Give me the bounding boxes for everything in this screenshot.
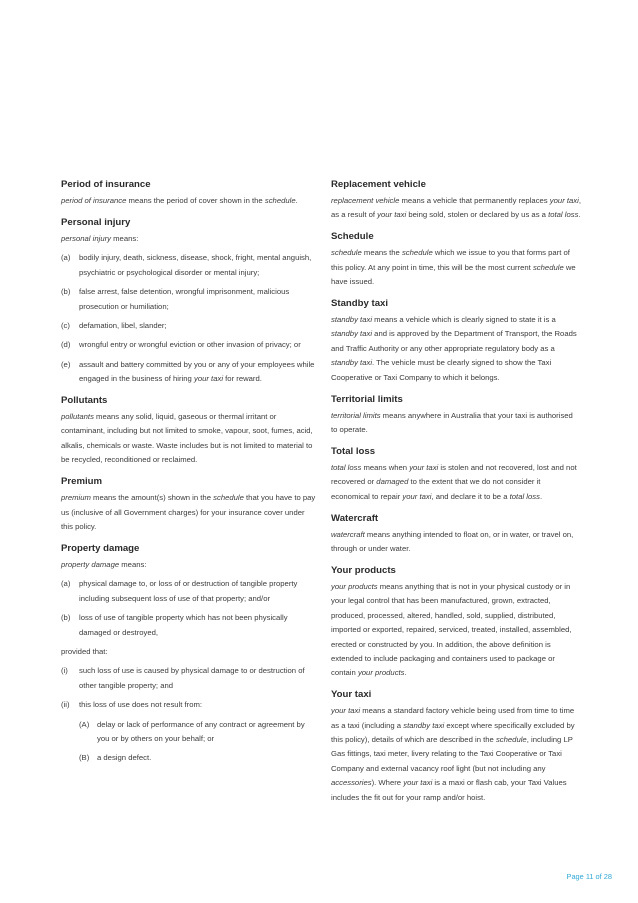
definition-run: schedule: [401, 248, 433, 258]
definition-run: means anywhere in Australia that your taxi is authorised to operate.: [331, 410, 573, 434]
term-heading: Total loss: [331, 445, 376, 457]
definition-run: your products: [331, 581, 378, 591]
definition-run: accessories: [331, 778, 372, 788]
list-item-text: a design defect.: [97, 753, 152, 763]
definition-text: [61, 491, 317, 534]
list-item-text: your taxi: [193, 374, 224, 384]
definition-text: [331, 313, 581, 385]
definition-run: schedule: [532, 262, 564, 272]
definition-text: [61, 410, 317, 468]
definition-run: total loss: [548, 210, 579, 220]
list-item: [61, 577, 317, 606]
list-item-label: (d): [61, 340, 71, 350]
list-item-text: bodily injury, death, sickness, disease, shock, fright, mental anguish, psychiatric or psychological disorder or mental injury;: [79, 253, 312, 277]
definition-text: [61, 194, 317, 208]
definition-run: .: [404, 668, 407, 678]
definition-run: which we issue to you that forms part of this policy. At any point in time, this will be the most current: [331, 248, 570, 272]
definition-premium: [61, 476, 317, 534]
list-item-text: such loss of use is caused by physical damage to or destruction of other tangible property; and: [79, 666, 305, 690]
list-item-text: defamation, libel, slander;: [79, 320, 167, 330]
definition-run: except where specifically excluded by this policy), details of which are described in the: [331, 720, 575, 745]
list-item-label: (b): [61, 287, 71, 297]
left-column: [61, 179, 317, 774]
definition-run: that you have to pay us (inclusive of all Government charges) for your insurance cover under this policy.: [61, 493, 316, 531]
term-heading: Schedule: [331, 231, 374, 243]
list-item: [61, 664, 317, 693]
list-item-label: (B): [79, 753, 90, 763]
list-item-label: (c): [61, 320, 70, 330]
list-item-label: (e): [61, 359, 71, 369]
term-heading: Pollutants: [61, 395, 108, 407]
list-item-text: wrongful entry or wrongful eviction or other invasion of privacy; or: [79, 340, 301, 350]
definition-run: total loss: [331, 462, 362, 472]
definition-run: your taxi: [377, 210, 407, 220]
definition-run: means the period of cover shown in the: [126, 196, 265, 205]
list-item-text: this loss of use does not result from:: [79, 700, 203, 710]
right-column: [331, 179, 581, 814]
definition-run: .: [578, 210, 581, 220]
definition-your-products: [331, 565, 581, 681]
list-item: [61, 611, 317, 640]
list-item: [61, 338, 317, 352]
definition-run: premium: [61, 493, 91, 503]
list-item: [61, 319, 317, 333]
list-item: [61, 251, 317, 280]
list-item-text: assault and battery committed by you or any of your employees while engaged in the business of hiring: [79, 359, 315, 384]
list-item-text: loss of use of tangible property which has not been physically damaged or destroyed,: [79, 613, 288, 637]
list-item: [61, 698, 317, 712]
definition-run: means the: [361, 248, 402, 258]
definition-run: means a vehicle that permanently replaces: [399, 196, 550, 205]
definition-run: being sold, stolen or declared by us as a: [406, 210, 549, 220]
list-item: [61, 358, 317, 387]
definition-run: ). Where: [371, 778, 404, 788]
definition-run: means:: [111, 233, 139, 243]
list-item-text: for reward.: [223, 374, 262, 384]
definition-run: your products: [357, 668, 405, 678]
list-item-label: (a): [61, 579, 71, 589]
definition-text: [331, 704, 581, 805]
term-heading: Your taxi: [331, 689, 372, 701]
term-heading: Replacement vehicle: [331, 179, 426, 190]
list-item-label: (b): [61, 613, 71, 623]
definition-run: standby taxi: [331, 315, 373, 325]
definition-run: means a standard factory vehicle being used from time to time as a taxi (including a: [331, 706, 575, 730]
list-item: [61, 751, 317, 765]
definition-run: period of insurance: [61, 196, 127, 205]
definition-text: [331, 409, 581, 438]
term-heading: Territorial limits: [331, 393, 403, 405]
definition-text: [331, 528, 581, 557]
definition-text: [331, 580, 581, 681]
definition-run: schedule: [331, 248, 362, 258]
definition-run: your taxi: [549, 196, 579, 205]
list-item-label: (i): [61, 666, 68, 676]
definition-territorial-limits: [331, 394, 581, 438]
definition-run: your taxi: [409, 462, 439, 472]
term-heading: Standby taxi: [331, 298, 389, 310]
definition-text: [331, 246, 581, 289]
definition-run: , as a result of: [331, 196, 581, 220]
definition-your-taxi: [331, 689, 581, 805]
definition-text: [61, 232, 317, 246]
definition-run: .: [295, 196, 298, 205]
term-heading: Period of insurance: [61, 179, 151, 190]
term-heading: Personal injury: [61, 216, 131, 228]
definition-run: to the extent that we do not consider it economical to repair: [331, 477, 541, 501]
definition-run: your taxi: [403, 778, 433, 788]
definition-text: [331, 461, 581, 504]
definition-run: means the amount(s) shown in the: [90, 493, 214, 503]
definition-run: standby taxi: [331, 358, 373, 368]
term-heading: Watercraft: [331, 512, 379, 524]
definition-text: [61, 558, 317, 572]
term-heading: Premium: [61, 476, 103, 488]
definition-run: schedule: [264, 196, 296, 205]
definition-replacement-vehicle: [331, 179, 581, 223]
definition-run: means any solid, liquid, gaseous or thermal irritant or contaminant, including but not limited to smoke, vapour, soot, fumes, acid, alkalis, chemicals or waste. Waste includes but is not limited to material to be recycled, reconditioned or reclaimed.: [61, 412, 313, 465]
definition-run: your taxi: [402, 491, 432, 501]
list-item-text: false arrest, false detention, wrongful imprisonment, malicious prosecution or humiliation;: [79, 287, 290, 311]
definition-run: . The vehicle must be clearly signed to show the Taxi Cooperative or Taxi Company to which it belongs.: [331, 358, 552, 382]
definition-run: damaged: [376, 477, 409, 487]
definition-personal-injury: [61, 217, 317, 387]
definition-run: schedule: [213, 493, 244, 503]
definition-run: we have issued.: [331, 262, 576, 287]
definition-period-of-insurance: [61, 179, 317, 208]
list-item-label: (a): [61, 253, 71, 263]
definition-run: .: [539, 491, 543, 501]
definition-pollutants: [61, 395, 317, 468]
list-item: [61, 285, 317, 314]
definition-run: your taxi: [331, 706, 361, 716]
definition-run: means anything intended to float on, or in water, or travel on, through or under water.: [331, 529, 574, 553]
definition-run: watercraft: [331, 529, 365, 539]
proviso-run: provided that:: [61, 646, 108, 656]
definition-watercraft: [331, 513, 581, 557]
term-heading: Property damage: [61, 542, 140, 554]
definition-run: property damage: [61, 559, 120, 569]
definition-run: standby taxi: [403, 720, 445, 730]
page-number: Page 11 of 28: [566, 872, 612, 881]
proviso-text: [61, 645, 317, 659]
list-item: [61, 718, 317, 747]
definition-property-damage: [61, 543, 317, 766]
definition-run: personal injury: [61, 233, 111, 243]
definition-run: and is approved by the Department of Transport, the Roads and Traffic Authority or any other appropriate regulatory body as a: [331, 329, 577, 353]
definition-run: is stolen and not recovered, lost and not recovered or: [331, 462, 577, 487]
definition-run: replacement vehicle: [331, 196, 400, 205]
definition-run: pollutants: [61, 412, 94, 422]
definition-run: schedule: [495, 735, 527, 745]
definition-text: [331, 194, 581, 223]
definition-run: means:: [119, 559, 147, 569]
list-item-label: (A): [79, 719, 90, 729]
list-item-label: (ii): [61, 700, 70, 710]
definition-run: means anything that is not in your physical custody or in your legal control that has been manufactured, grown, extracted, produced, processed, altered, handled, sold, supplied, distributed, imported or exported, repaired, serviced, treated, installed, assembled, erected or constructed by you. In addition, the above definition is extended to include packaging and containers used to package or contain: [331, 581, 572, 678]
definition-run: is a maxi or flash cab, your Taxi Values includes the fit out for your ramp and/or hoist.: [331, 778, 567, 802]
term-heading: Your products: [331, 564, 396, 576]
definition-standby-taxi: [331, 298, 581, 385]
list-item-text: delay or lack of performance of any contract or agreement by you or by others on your behalf; or: [97, 719, 305, 743]
definition-run: means a vehicle which is clearly signed to state it is a: [372, 315, 556, 325]
list-item-text: physical damage to, or loss of or destruction of tangible property including subsequent loss of use of that property; and/or: [79, 579, 298, 603]
definition-run: territorial limits: [331, 410, 381, 420]
definition-run: standby taxi: [331, 329, 373, 339]
definition-run: total loss: [509, 491, 540, 501]
definition-run: , including LP Gas fittings, taxi meter, livery relating to the Taxi Cooperative or Taxi Company and external vacancy roof light (but not including any: [331, 735, 573, 773]
definition-schedule: [331, 231, 581, 289]
definition-run: means when: [361, 462, 410, 472]
definition-run: , and declare it to be a: [431, 491, 510, 501]
definition-total-loss: [331, 446, 581, 504]
